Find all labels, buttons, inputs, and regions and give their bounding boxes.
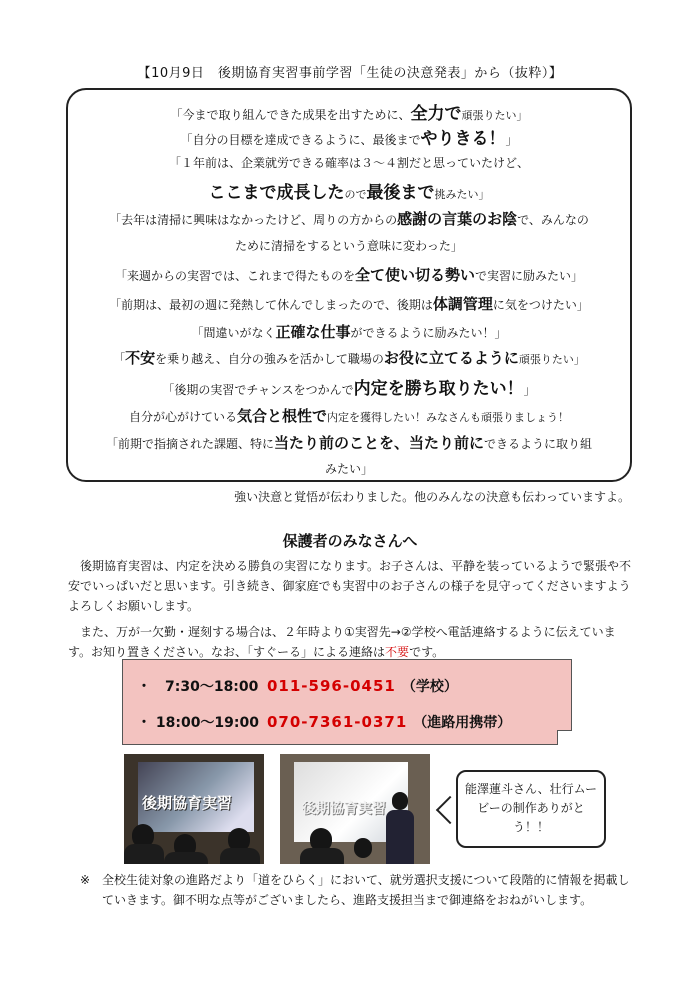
quote-line [66,178,632,203]
audience-body [300,848,344,864]
quote-text: 「自分の目標を達成できるように、最後まで [180,133,421,147]
quote-emphasis: 気合と根性で [237,407,328,425]
quote-text: 挑みたい」 [434,188,490,201]
quote-text: みたい」 [324,462,373,476]
footnote-mark: ※ [80,873,91,887]
audience-body [220,848,260,864]
contact-row [137,676,458,696]
contact-time: ・ 18:00〜19:00 [137,715,260,731]
quote-line [66,321,632,342]
quote-text: 「間違いがなく [191,326,276,340]
contact-box [122,659,572,745]
screen-title: 後期協育実習 [142,794,233,812]
quote-text: 「前期は、最初の週に発熱して休んでしまったので、後期は [109,298,433,312]
parents-paragraph [68,622,638,662]
quote-text: 頑張りたい」 [461,109,528,122]
photo-presentation-2 [280,754,430,864]
footnote [80,870,640,910]
contact-phone[interactable]: 070-7361-0371 [267,713,408,731]
page-curl-corner [557,730,572,745]
quote-line [66,264,632,285]
quote-emphasis: 内定を勝ち取りたい！ [353,379,524,399]
audience-head [354,838,372,858]
quote-emphasis: 体調管理 [432,295,493,313]
quote-text: 「 [113,352,126,366]
quote-emphasis: 当たり前のことを、当たり前に [273,434,484,452]
quote-line [66,99,632,124]
presenter-head [392,792,408,810]
speech-bubble-text: 能澤蓮斗さん、壮行ムービーの制作ありがとう！！ [464,782,598,834]
contact-phone[interactable]: 011-596-0451 [267,677,396,695]
paragraph-text: です。 [409,645,445,659]
quote-text: ので [344,188,367,201]
quote-text: 内定を獲得したい！みなさんも頑張りましょう！ [327,411,570,424]
section-title: 保護者のみなさんへ [282,532,418,550]
contact-row [137,712,511,732]
quote-emphasis: 全て使い切る勢い [354,266,475,284]
teacher-comment: 強い決意と覚悟が伝わりました。他のみんなの決意も伝わっていますよ。 [234,490,630,504]
contact-label: （学校） [401,679,458,695]
screen-title: 後期協育実習 [302,801,386,817]
quote-line [66,154,632,171]
quote-line [66,460,632,477]
quote-emphasis: 感謝の言葉のお陰 [397,210,518,228]
quote-text: 「１年前は、企業就労できる確率は３〜４割だと思っていたけど、 [168,156,529,170]
quote-text: 」 [505,133,518,147]
page-title: 【10月9日 後期協育実習事前学習「生徒の決意発表」から（抜粋）】 [137,66,563,81]
quote-text: 頑張りたい」 [518,353,585,366]
quote-emphasis: 最後まで [366,183,435,203]
audience-body [124,844,164,864]
quote-line [66,237,632,254]
presenter-body [386,810,414,864]
quote-text: 自分が心がけている [128,410,237,424]
contact-label: （進路用携帯） [413,715,512,731]
quote-emphasis: 不安 [125,349,156,367]
quote-emphasis: 正確な仕事 [275,323,351,341]
quote-line [66,374,632,399]
quote-text: 」 [523,383,536,397]
quote-line [66,208,632,229]
photo-presentation-1 [124,754,264,864]
quote-text: で実習に励みたい」 [475,269,584,283]
quote-line [66,347,632,368]
quote-text: できるように取り組 [484,437,593,451]
quote-line [66,293,632,314]
footnote-text: 全校生徒対象の進路だより「道をひらく」において、就労選択支援について段階的に情報を掲載していきます。御不明な点等がございましたら、進路支援担当まで御連絡をおねがいします。 [102,873,630,907]
contact-time: ・ 7:30〜18:00 [137,679,259,695]
parents-paragraph: 後期協育実習は、内定を決める勝負の実習になります。お子さんは、平静を装っているようで緊張や不安でいっぱいだと思います。引き続き、御家庭でも実習中のお子さんの様子を見守ってくださいますようよろしくお願いします。 [68,559,632,613]
quote-text: を乗り越え、自分の強みを活かして職場の [155,352,384,366]
quote-line [66,405,632,426]
quote-text: 「今まで取り組んできた成果を出すために、 [170,108,411,122]
quote-text: ために清掃をするという意味に変わった」 [235,239,463,253]
quote-text: 「前期で指摘された課題、特に [105,437,274,451]
quote-line [66,432,632,453]
quote-text: 「去年は清掃に興味はなかったけど、周りの方からの [109,213,398,227]
speech-bubble [456,770,606,848]
quote-emphasis: やりきる！ [420,129,506,149]
quote-emphasis: 全力で [410,104,462,124]
paragraph-text: また、万が一欠勤・遅刻する場合は、２年時より①実習先→②学校へ電話連絡するように伝えています。お知り置きください。なお、「すぐーる」による連絡は [68,625,616,659]
quote-text: で、みんなの [517,213,589,227]
quote-emphasis: お役に立てるように [383,349,519,367]
audience-body [164,852,208,864]
emphasis-not-required: 不要 [385,645,410,659]
quote-text: ができるように励みたい！」 [350,326,507,340]
quote-emphasis: ここまで成長した [208,183,345,203]
quote-line [66,124,632,149]
quote-text: 「来週からの実習では、これまで得たものを [114,269,355,283]
quote-text: に気をつけたい」 [492,298,589,312]
quote-text: 「後期の実習でチャンスをつかんで [162,383,354,397]
